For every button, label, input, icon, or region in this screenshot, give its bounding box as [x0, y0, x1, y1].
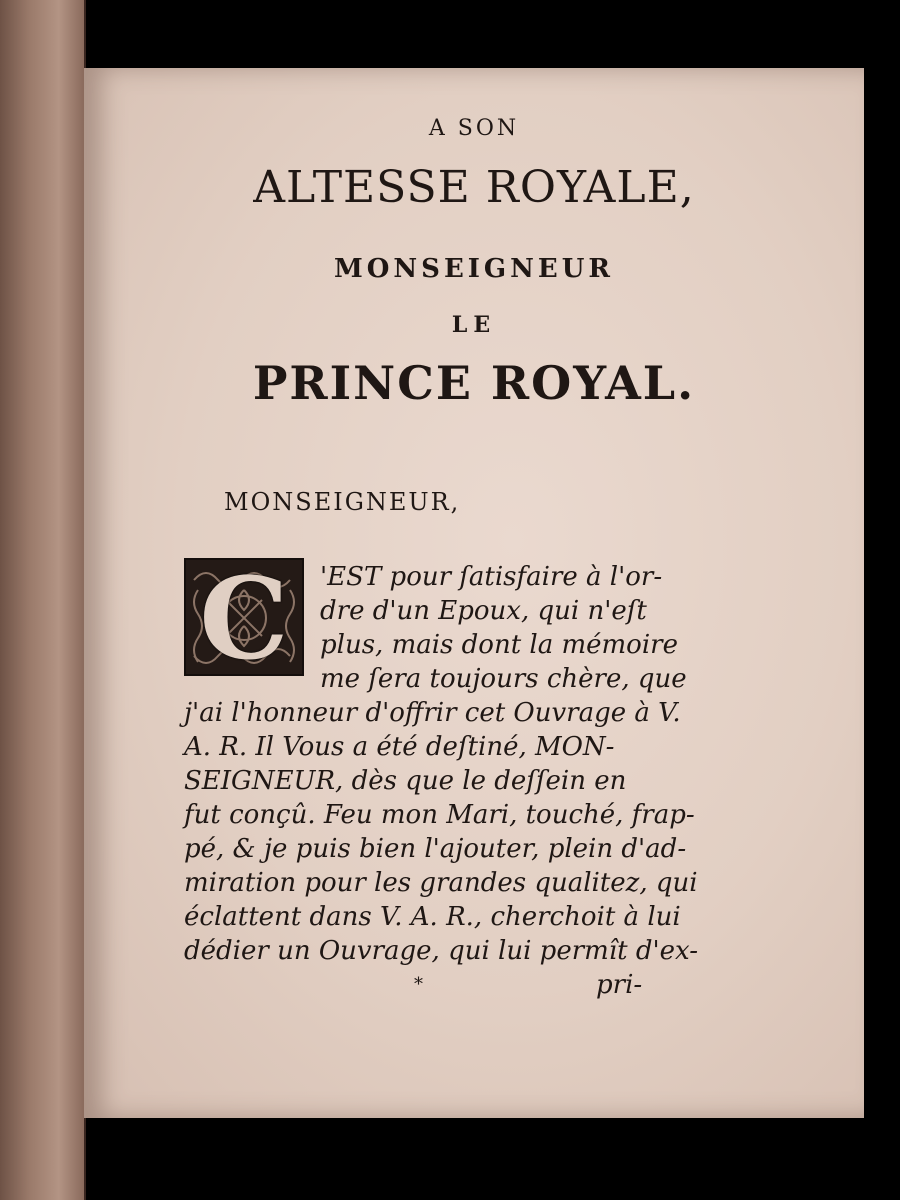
dedication-heading-line2: ALTESSE ROYALE, [253, 162, 695, 213]
ornamental-drop-cap [184, 558, 304, 676]
body-line: 'EST pour ſatisfaire à l'or- [320, 562, 663, 592]
body-line: dédier un Ouvrage, qui lui permît d'ex- [184, 936, 698, 966]
salutation: MONSEIGNEUR, [224, 488, 461, 516]
dedication-page [84, 68, 864, 1118]
body-line: plus, mais dont la mémoire [320, 630, 678, 660]
dedication-heading-line1: A SON [428, 116, 520, 141]
body-line: j'ai l'honneur d'offrir cet Ouvrage à V. [184, 698, 681, 728]
body-line: miration pour les grandes qualitez, qui [184, 868, 698, 898]
dedication-heading-line3: MONSEIGNEUR [333, 254, 615, 284]
catchword: pri- [596, 970, 643, 1000]
body-line: SEIGNEUR, dès que le deſſein en [184, 766, 627, 796]
body-line: éclattent dans V. A. R., cherchoit à lui [184, 902, 681, 932]
body-line: pé, & je puis bien l'ajouter, plein d'ad- [184, 834, 687, 864]
left-page-edge [0, 0, 86, 1200]
body-line: A. R. Il Vous a été deſtiné, MON- [184, 732, 615, 762]
dedication-heading-line5: PRINCE ROYAL. [252, 356, 696, 410]
body-line: dre d'un Epoux, qui n'eſt [320, 596, 647, 626]
signature-mark: * [414, 974, 423, 995]
body-line: me ſera toujours chère, que [320, 664, 687, 694]
body-line: fut conçû. Feu mon Mari, touché, frap- [184, 800, 695, 830]
dedication-heading-line4: LE [451, 312, 497, 338]
drop-cap-letter: C [199, 558, 289, 676]
